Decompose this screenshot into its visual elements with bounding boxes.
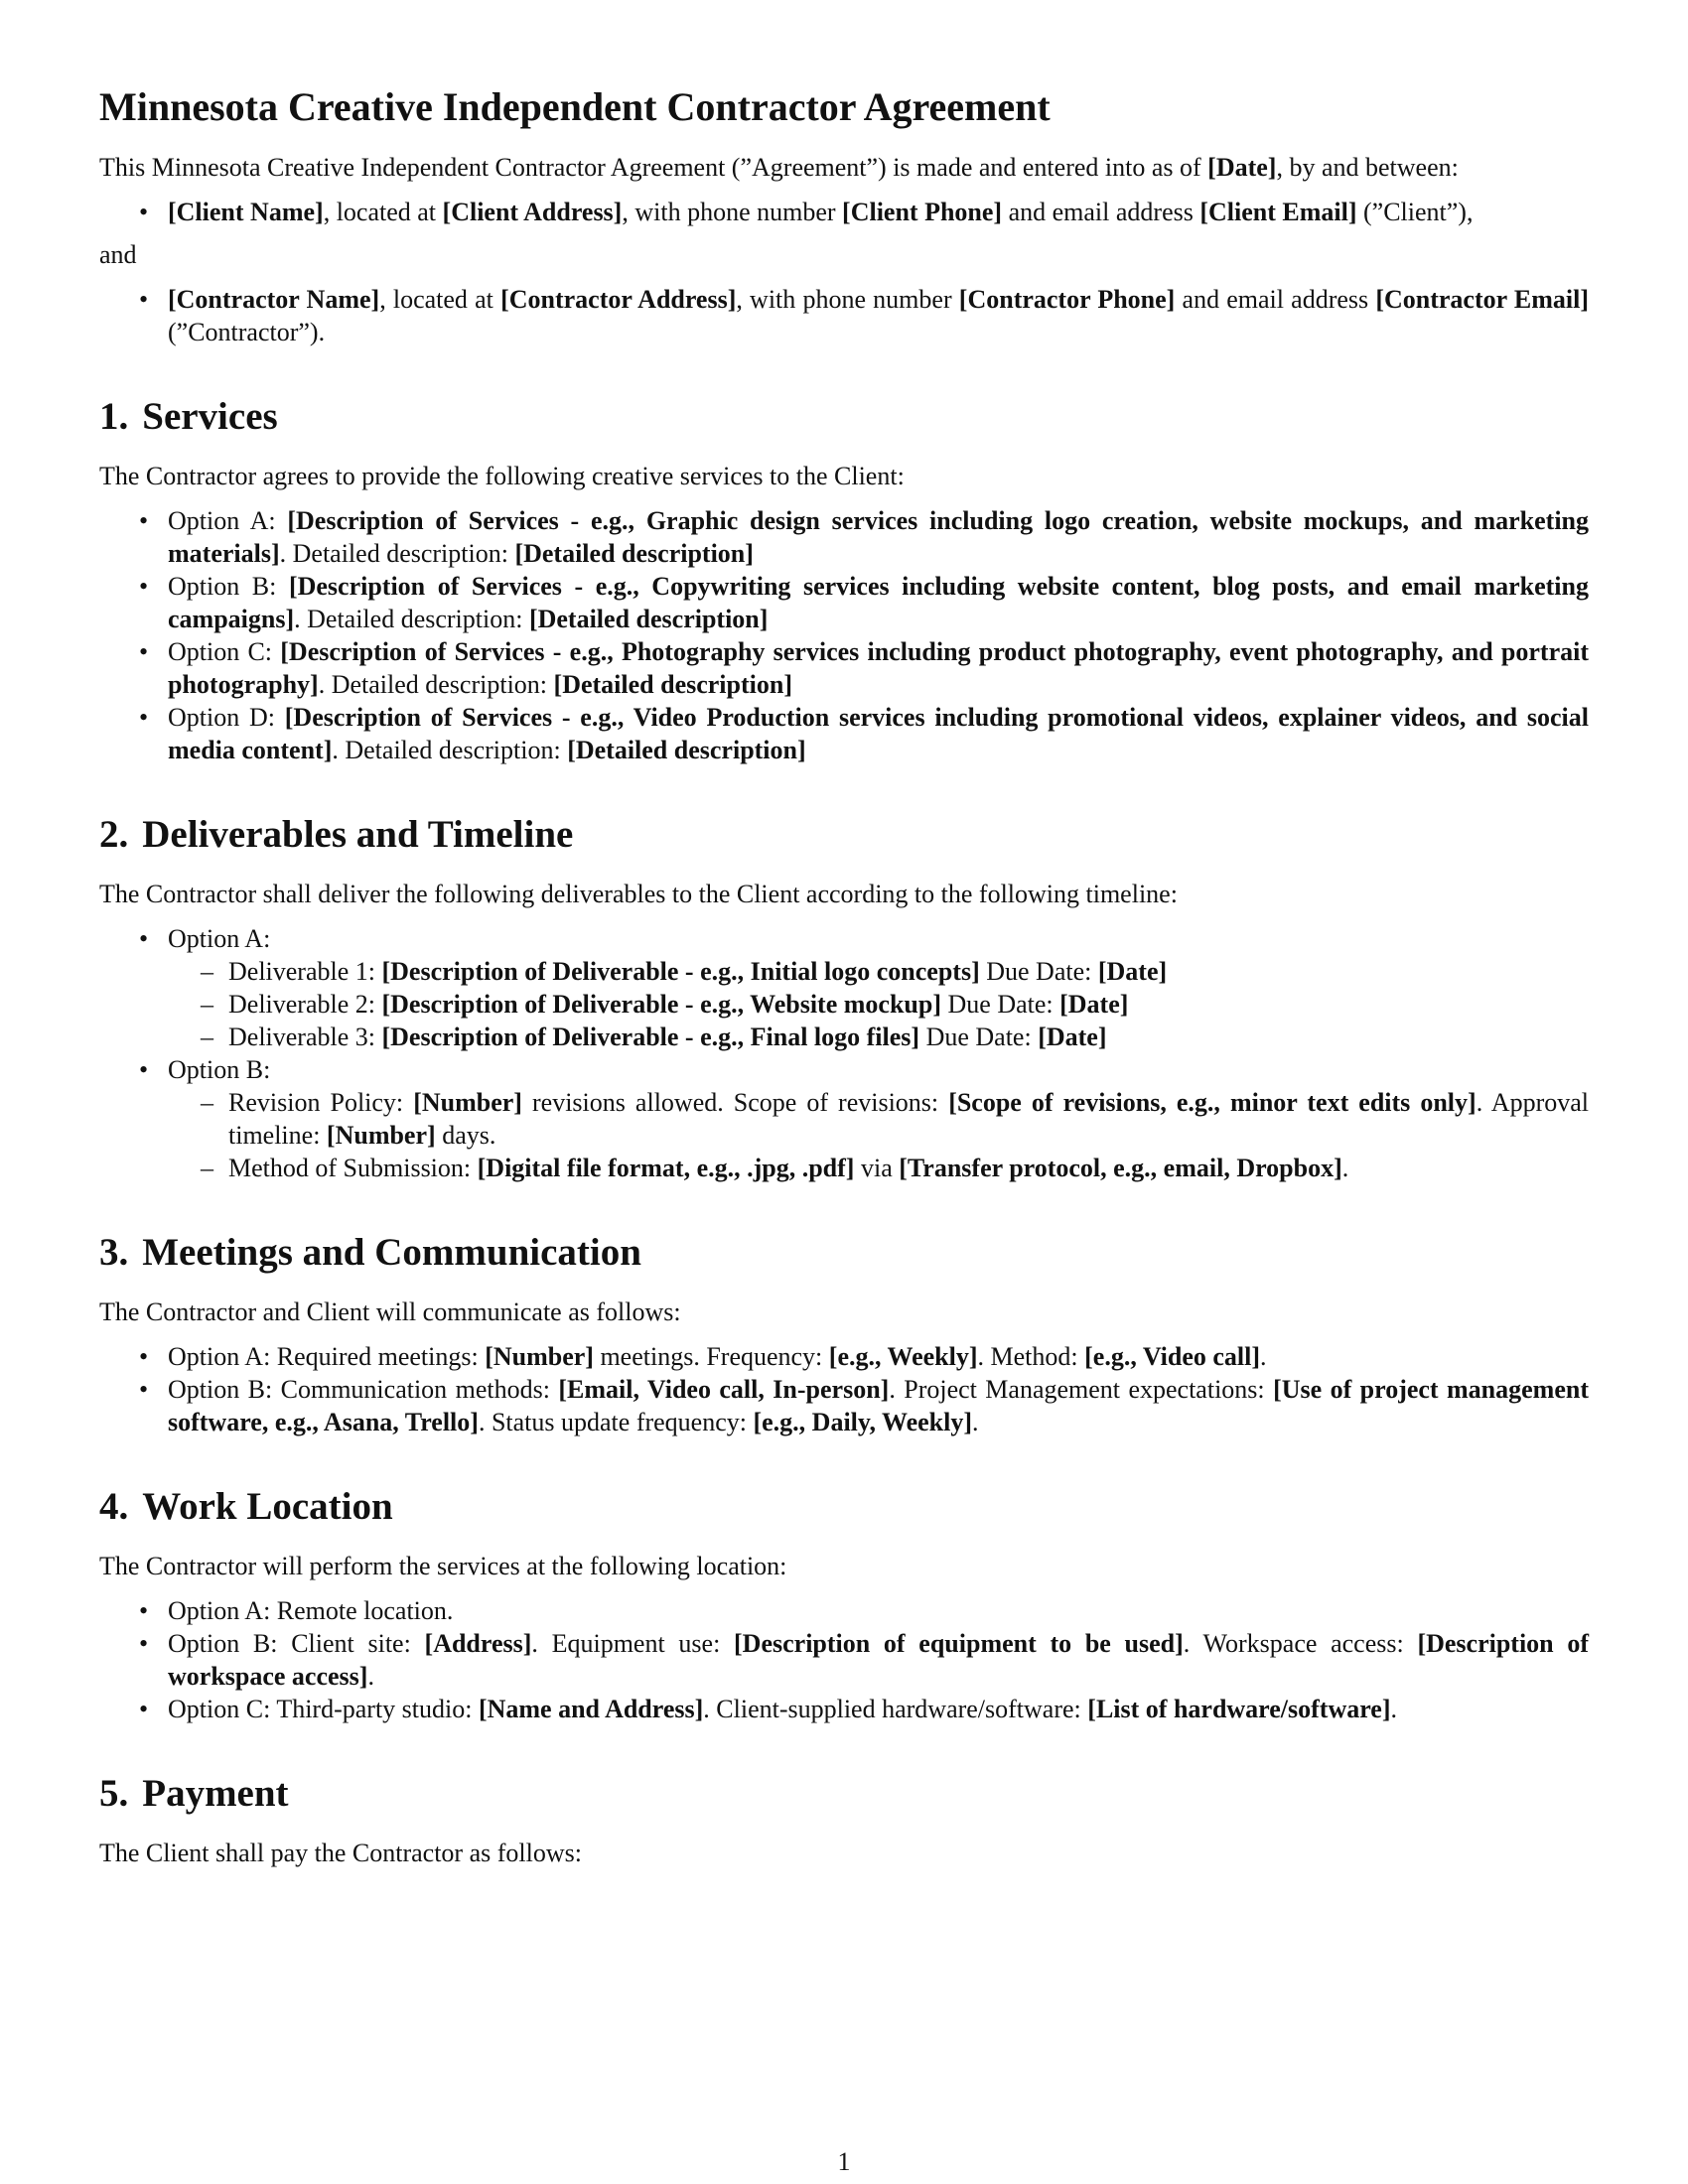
list-item: • Option A: [Description of Services - e.g., Graphic design services including logo creation, website mockups, and marketing materials]. Detailed description: [Detailed description] — [99, 504, 1589, 570]
list-item: – Deliverable 3: [Description of Deliverable - e.g., Final logo files] Due Date: [Date] — [168, 1021, 1589, 1053]
list-item: • Option A: Required meetings: [Number] meetings. Frequency: [e.g., Weekly]. Method: [e.g., Video call]. — [99, 1340, 1589, 1373]
section-heading-meetings: 3. Meetings and Communication — [99, 1231, 641, 1274]
client-phone-placeholder: [Client Phone] — [842, 198, 1003, 226]
list-item: • Option B: [Description of Services - e.g., Copywriting services including website content, blog posts, and email marketing campaigns]. Detailed description: [Detailed description] — [99, 570, 1589, 635]
services-options-list — [99, 504, 1589, 766]
contractor-party-list — [99, 283, 1589, 348]
list-item: – Deliverable 1: [Description of Deliverable - e.g., Initial logo concepts] Due Date: [Date] — [168, 955, 1589, 988]
client-party-item: • [Client Name], located at [Client Address], with phone number [Client Phone] and email address [Client Email] (”Client”), — [99, 196, 1589, 228]
list-item: • Option B: – Revision Policy: [Number] revisions allowed. Scope of revisions: [Scope of revisions, e.g., minor text edits only]. Approval timeline: [Number] days. – Method of Submission: [Digital file format, e.g., .jpg, .pdf] via [Transfer protocol, e.g., email, Dropbox]. — [99, 1053, 1589, 1184]
contractor-name-placeholder: [Contractor Name] — [168, 285, 380, 314]
list-item: • Option C: [Description of Services - e.g., Photography services including product photography, event photography, and portrait photography]. Detailed description: [Detailed description] — [99, 635, 1589, 701]
page-number: 1 — [837, 2147, 851, 2176]
contractor-email-placeholder: [Contractor Email] — [1375, 285, 1589, 314]
list-item: • Option B: Communication methods: [Email, Video call, In-person]. Project Management expectations: [Use of project management software, e.g., Asana, Trello]. Status update frequency: [e.g., Daily, Weekly]. — [99, 1373, 1589, 1438]
list-item: • Option A: Remote location. — [99, 1594, 1589, 1627]
client-address-placeholder: [Client Address] — [442, 198, 623, 226]
payment-intro: The Client shall pay the Contractor as follows: — [99, 1839, 582, 1867]
document-page — [99, 83, 1589, 1881]
client-party-list — [99, 196, 1589, 228]
client-email-placeholder: [Client Email] — [1199, 198, 1357, 226]
and-text: and — [99, 240, 137, 269]
section-heading-work-location: 4. Work Location — [99, 1485, 393, 1528]
section-heading-services: 1. Services — [99, 395, 278, 438]
list-item: • Option D: [Description of Services - e.g., Video Production services including promotional videos, explainer videos, and social media content]. Detailed description: [Detailed description] — [99, 701, 1589, 766]
list-item: • Option B: Client site: [Address]. Equipment use: [Description of equipment to be used]. Workspace access: [Description of workspace access]. — [99, 1627, 1589, 1693]
list-item: – Deliverable 2: [Description of Deliverable - e.g., Website mockup] Due Date: [Date] — [168, 988, 1589, 1021]
section-heading-payment: 5. Payment — [99, 1772, 289, 1815]
document-title: Minnesota Creative Independent Contractor Agreement — [99, 84, 1051, 129]
list-item: • Option A: – Deliverable 1: [Description of Deliverable - e.g., Initial logo concepts] Due Date: [Date] – Deliverable 2: [Description of Deliverable - e.g., Website mockup] Due Date: [Date] – Deliverable 3: [Description of Deliverable - e.g., Final logo files] Due Date: [Date] — [99, 922, 1589, 1053]
agreement-date-placeholder: [Date] — [1207, 153, 1277, 182]
intro-paragraph: This Minnesota Creative Independent Contractor Agreement (”Agreement”) is made and entered into as of [Date], by and between: — [99, 153, 1459, 182]
contractor-address-placeholder: [Contractor Address] — [500, 285, 737, 314]
section-heading-deliverables: 2. Deliverables and Timeline — [99, 813, 574, 856]
deliverables-options-list — [99, 922, 1589, 1184]
contractor-party-item: • [Contractor Name], located at [Contractor Address], with phone number [Contractor Phone] and email address [Contractor Email] (”Contractor”). — [99, 283, 1589, 348]
list-item: – Method of Submission: [Digital file format, e.g., .jpg, .pdf] via [Transfer protocol, e.g., email, Dropbox]. — [168, 1152, 1589, 1184]
meetings-options-list — [99, 1340, 1589, 1438]
services-intro: The Contractor agrees to provide the following creative services to the Client: — [99, 462, 905, 490]
deliverables-sublist — [168, 955, 1589, 1053]
revision-sublist — [168, 1086, 1589, 1184]
list-item: • Option C: Third-party studio: [Name and Address]. Client-supplied hardware/software: [List of hardware/software]. — [99, 1693, 1589, 1725]
contractor-phone-placeholder: [Contractor Phone] — [958, 285, 1176, 314]
client-name-placeholder: [Client Name] — [168, 198, 324, 226]
list-item: – Revision Policy: [Number] revisions allowed. Scope of revisions: [Scope of revisions, e.g., minor text edits only]. Approval timeline: [Number] days. — [168, 1086, 1589, 1152]
work-location-options-list — [99, 1594, 1589, 1725]
meetings-intro: The Contractor and Client will communicate as follows: — [99, 1297, 681, 1326]
deliverables-intro: The Contractor shall deliver the following deliverables to the Client according to the following timeline: — [99, 880, 1178, 908]
work-location-intro: The Contractor will perform the services at the following location: — [99, 1552, 787, 1580]
